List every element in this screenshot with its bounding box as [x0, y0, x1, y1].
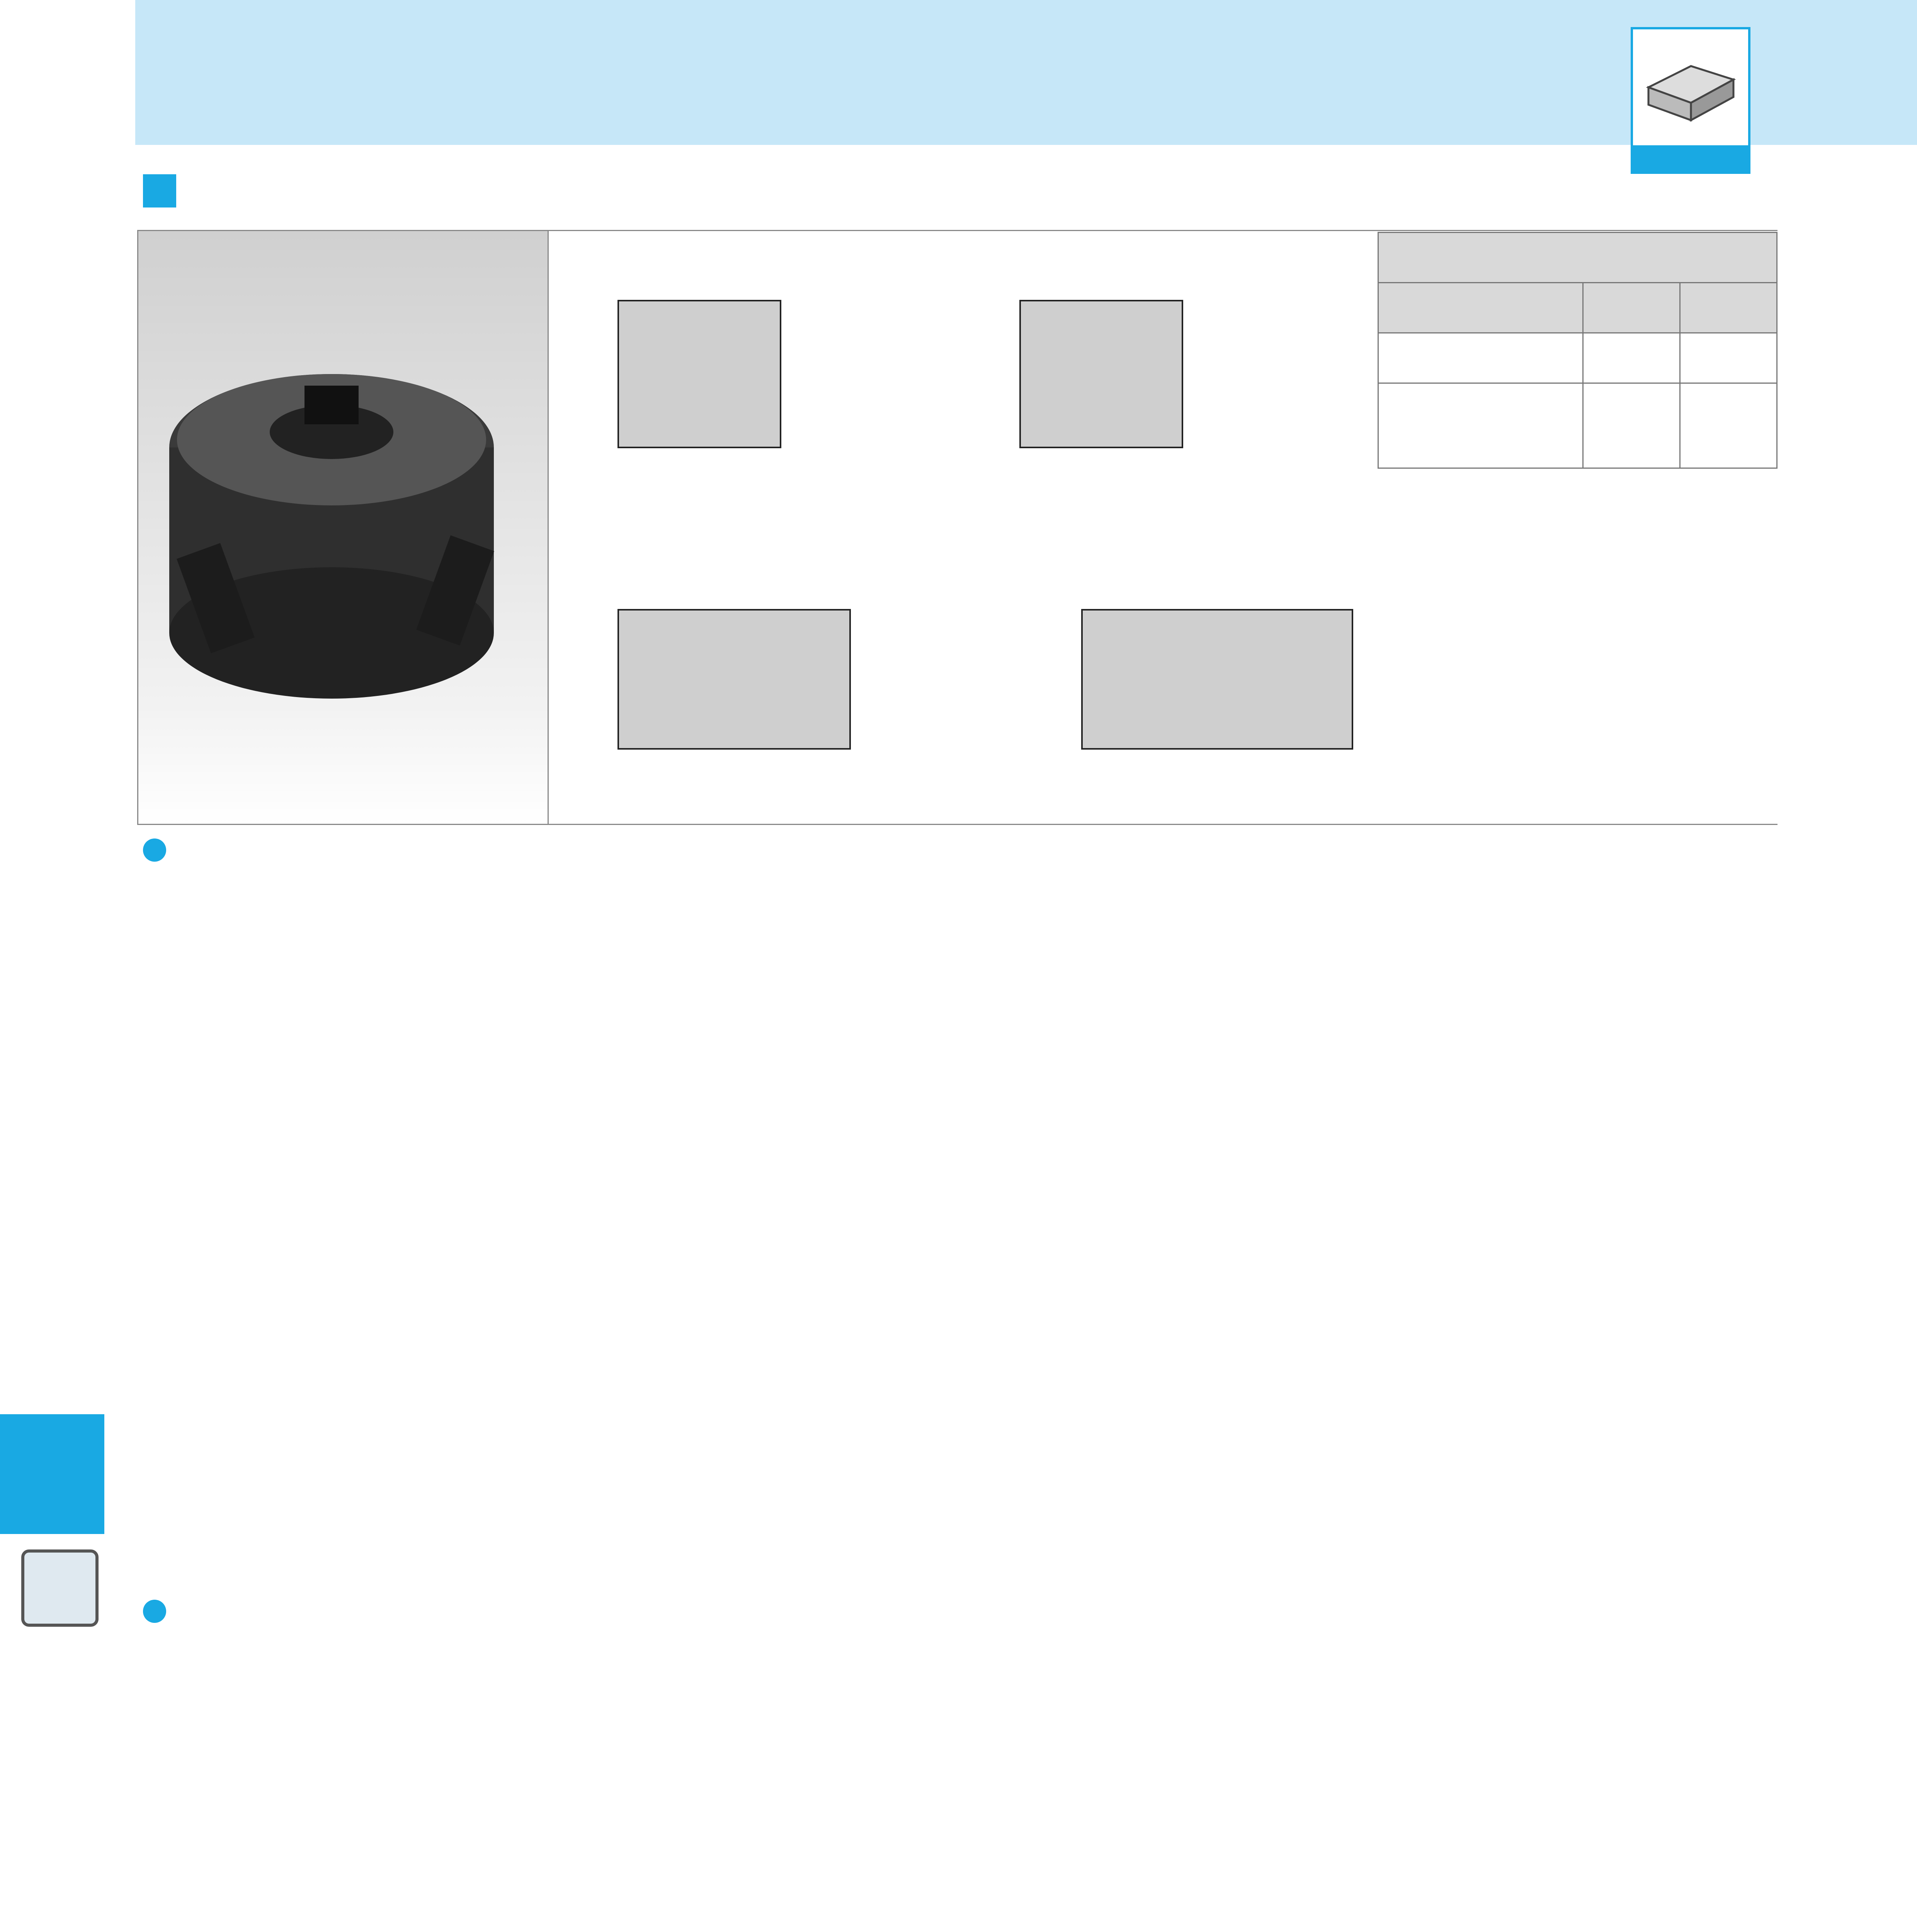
technical-drawings	[549, 231, 1376, 822]
side-milling	[0, 1638, 104, 1777]
section-heading	[143, 170, 188, 214]
facing-category-box	[1631, 27, 1750, 174]
product-photo	[137, 230, 549, 825]
rake-title	[1378, 233, 1777, 283]
cutter-illustration	[138, 231, 548, 772]
side-tab-m[interactable]	[0, 1414, 104, 1534]
facing-icon	[1633, 29, 1748, 145]
inch-heading	[143, 1600, 178, 1623]
metric-heading	[143, 838, 178, 862]
rake-angle-table	[1378, 232, 1778, 469]
milling-icon	[21, 1549, 99, 1627]
